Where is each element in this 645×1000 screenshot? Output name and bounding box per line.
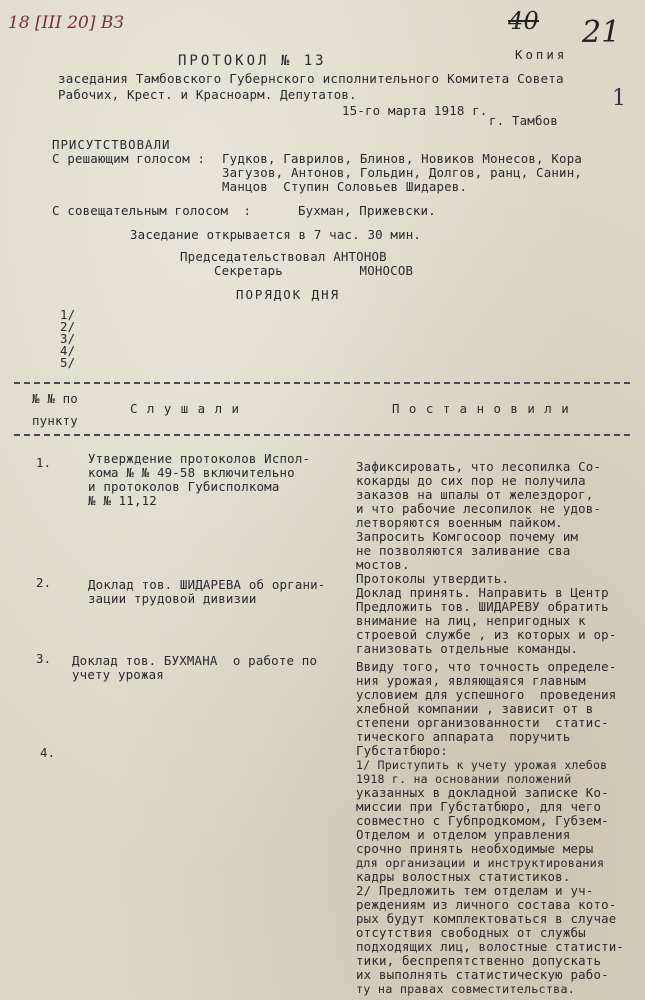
resolved-text: ния урожая, являющаяся главным [356,673,586,688]
heard-text: зации трудовой дивизии [88,591,257,606]
resolved-text: реждениям из личного состава кото- [356,897,617,912]
resolved-text: ганизовать отдельные команды. [356,641,579,656]
decisive-names-2: Загузов, Антонов, Гольдин, Долгов, ранц, Санин, [222,165,583,180]
heard-text: Утверждение протоколов Испол- [88,451,311,466]
resolved-text: тического аппарата поручить [356,729,571,744]
archive-mark: 18 [III 20] ВЗ [8,13,124,33]
heard-text: № № 11,12 [88,493,157,508]
resolved-text: заказов на шпалы от желездорог, [356,487,594,502]
resolved-text: указанных в докладной записке Ко- [356,785,609,800]
row-number: 3. [36,651,52,666]
resolved-text: рых будут комплектоваться в случае [356,911,617,926]
resolved-text: для организации и инструктирования [356,856,605,870]
resolved-text: степени организованности статис- [356,715,609,730]
resolved-text: внимание на лиц, непригодных к [356,613,586,628]
heard-text: Доклад тов. ШИДАРЕВА об органи- [88,577,326,592]
resolved-text: срочно принять необходимые меры [356,841,594,856]
table-header-rule [14,434,630,436]
agenda-item: 2/ [60,319,76,334]
heard-text: учету урожая [72,667,164,682]
agenda-item: 1/ [60,307,76,322]
copy-label: Копия [515,47,568,62]
resolved-text: Зафиксировать, что лесопилка Со- [356,459,602,474]
header-line-2: Рабочих, Крест. и Красноарм. Депутатов. [58,87,357,102]
secretary: Секретарь МОНОСОВ [214,263,414,278]
header-line-1: заседания Тамбовского Губернского исполнительного Комитета Совета [58,71,564,86]
decisive-vote-label: С решающим голосом : [52,151,206,166]
agenda-heading: ПОРЯДОК ДНЯ [236,287,341,302]
decisive-names-3: Манцов Ступин Соловьев Шидарев. [222,179,468,194]
session-opening: Заседание открывается в 7 час. 30 мин. [130,227,422,242]
col-heard-header: С л у ш а л и [130,401,240,416]
resolved-text: подходящих лиц, волостные статисти- [356,939,625,954]
protocol-date: 15-го марта 1918 г. [342,103,488,118]
agenda-item: 5/ [60,355,76,370]
heard-text: Доклад тов. БУХМАНА о работе по [72,653,318,668]
resolved-text: хлебной компании , зависит от в [356,701,594,716]
resolved-text: Ввиду того, что точность определе- [356,659,617,674]
resolved-text: мостов. [356,557,410,572]
heard-text: и протоколов Губисполкома [88,479,280,494]
row-number: 2. [36,575,52,590]
advisory-names: Бухман, Прижевски. [298,203,436,218]
resolved-text: Губстатбюро: [356,743,448,758]
resolved-text: отсутствия свободных от службы [356,925,586,940]
resolved-text: Предложить тов. ШИДАРЕВУ обратить [356,599,609,614]
resolved-text: 2/ Предложить тем отделам и уч- [356,883,594,898]
resolved-text: условием для успешного проведения [356,687,617,702]
row-number: 4. [40,745,56,760]
col-resolved-header: П о с т а н о в и л и [392,401,570,416]
sheet-number: 21 [582,15,621,50]
resolved-text: Доклад принять. Направить в Центр [356,585,609,600]
agenda-item: 3/ [60,331,76,346]
advisory-vote-label: С совещательным голосом : [52,203,252,218]
resolved-text: ту на правах совместительства. [356,982,576,996]
resolved-text: не позволяются заливание сва [356,543,571,558]
resolved-text: их выполнять статистическую рабо- [356,967,609,982]
col-number-header-2: пункту [32,413,78,428]
protocol-city: г. Тамбов [489,113,558,128]
resolved-text: строевой службе , из которых и ор- [356,627,617,642]
resolved-text: летворяются военным пайком. [356,515,563,530]
decisive-names-1: Гудков, Гаврилов, Блинов, Новиков Монесов, Кора [222,151,583,166]
agenda-item: 4/ [60,343,76,358]
resolved-text: 1/ Приступить к учету урожая хлебов 1918 г. на основании положений [356,758,608,786]
resolved-text: и что рабочие лесопилок не удов- [356,501,602,516]
resolved-text: миссии при Губстатбюро, для чего [356,799,602,814]
resolved-text: Запросить Комгосоор почему им [356,529,579,544]
resolved-text: совместно с Губпродкомом, Губзем- [356,813,609,828]
resolved-text: кокарды до сих пор не получила [356,473,586,488]
resolved-text: Отделом и отделом управления [356,827,571,842]
heard-text: кома № № 49-58 включительно [88,465,295,480]
resolved-text: тики, беспрепятственно допускать [356,953,602,968]
resolved-text: кадры волостных статистиков. [356,869,571,884]
table-top-rule [14,382,630,384]
chair: Председательствовал АНТОНОВ [180,249,387,264]
attendance-heading: ПРИСУТСТВОВАЛИ [52,137,171,152]
col-number-header-1: № № по [32,391,78,406]
protocol-title: ПРОТОКОЛ № 13 [178,53,327,69]
sheet-number-struck: 40 [508,7,539,35]
resolved-text: Протоколы утвердить. [356,571,510,586]
margin-mark: 1 [612,86,627,111]
row-number: 1. [36,455,52,470]
